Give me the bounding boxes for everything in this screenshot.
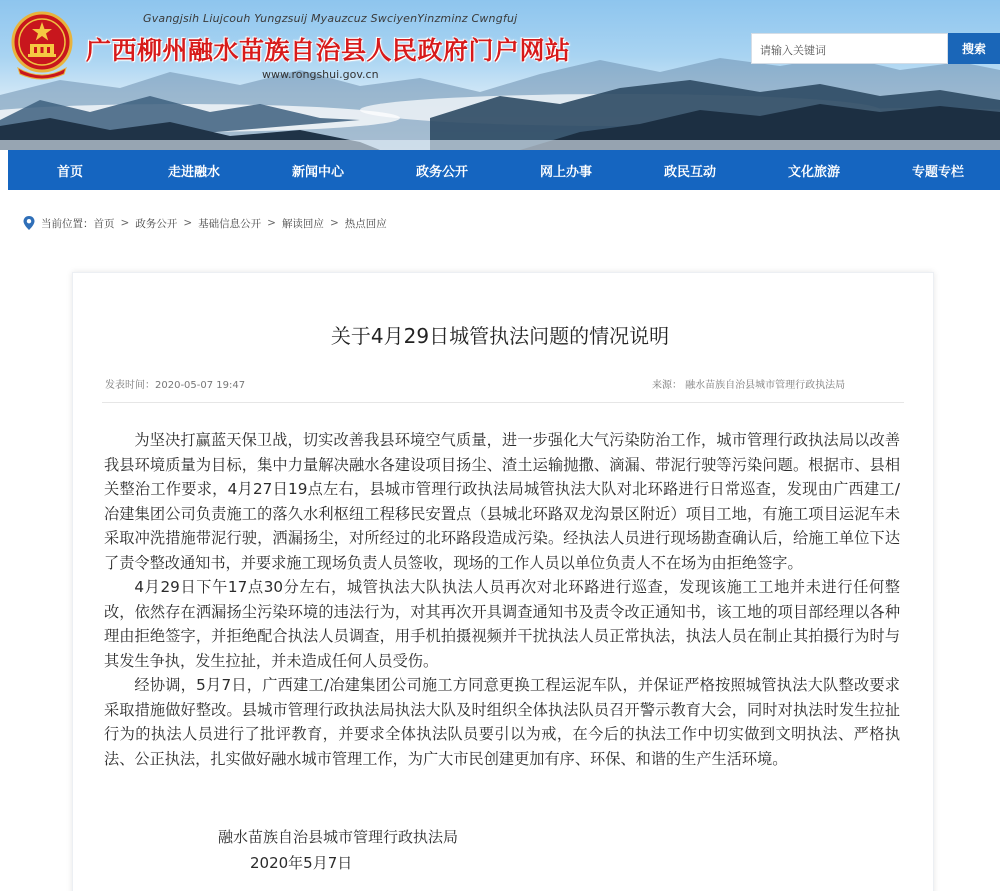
- article-paragraph: 4月29日下午17点30分左右，城管执法大队执法人员再次对北环路进行巡查，发现该施工工地并未进行任何整改，依然存在洒漏扬尘污染环境的违法行为，对其再次开具调查通知书及责令改正通知书，该工地的项目部经理以各种理由拒绝签字，并拒绝配合执法人员调查，用手机拍摄视频并干扰执法人员正常执法，执法人员在制止其拍摄行为时与其发生争执，发生拉扯，并未造成任何人员受伤。: [104, 578, 900, 670]
- article-body: [104, 428, 900, 771]
- header-banner: [0, 0, 1000, 150]
- nav-item-news[interactable]: 新闻中心: [291, 164, 344, 180]
- breadcrumb-separator: >: [267, 217, 276, 229]
- national-emblem-icon: [8, 10, 76, 80]
- breadcrumb-item-gov-affairs[interactable]: 政务公开: [135, 217, 178, 230]
- search-input[interactable]: 请输入关键词: [751, 33, 948, 64]
- location-pin-icon: [22, 215, 36, 231]
- article-source: 来源： 融水苗族自治县城市管理行政执法局: [652, 380, 846, 391]
- nav-item-gov-affairs[interactable]: 政务公开: [415, 164, 468, 180]
- breadcrumb-item-interpretation[interactable]: 解读回应: [281, 217, 324, 230]
- nav-item-home[interactable]: 首页: [56, 164, 83, 180]
- breadcrumb: [22, 214, 387, 232]
- article-paragraph: 为坚决打赢蓝天保卫战，切实改善我县环境空气质量，进一步强化大气污染防治工作，城市管理行政执法局以改善我县环境质量为目标，集中力量解决融水各建设项目扬尘、渣土运输抛撒、滴漏、带泥行驶等污染问题。根据市、县相关整治工作要求，4月27日19点左右，县城市管理行政执法局城管执法大队对北环路进行日常巡查，发现由广西建工/冶建集团公司负责施工的落久水利枢纽工程移民安置点（县城北环路双龙沟景区附近）项目工地，有施工项目运泥车未采取冲洗措施带泥行驶，洒漏扬尘，对所经过的北环路段造成污染。经执法人员进行现场勘查确认后，给施工单位下达了责令整改通知书，并要求施工现场负责人员签收，现场的工作人员以单位负责人不在场为由拒绝签字。: [104, 431, 900, 572]
- publish-time: 发表时间：2020-05-07 19:47: [105, 380, 246, 391]
- breadcrumb-separator: >: [120, 217, 130, 229]
- breadcrumb-item-basic-info[interactable]: 基础信息公开: [198, 217, 262, 230]
- breadcrumb-item-home[interactable]: 首页: [93, 217, 115, 230]
- article-paragraph: 经协调，5月7日，广西建工/冶建集团公司施工方同意更换工程运泥车队，并保证严格按照城管执法大队整改要求采取措施做好整改。县城市管理行政执法局执法大队及时组织全体执法队员召开警示教育大会，同时对执法时发生拉扯行为的执法人员进行了批评教育，并要求全体执法队员要引以为戒，在今后的执法工作中切实做到文明执法、严格执法、公正执法，扎实做好融水城市管理工作，为广大市民创建更加有序、环保、和谐的生产生活环境。: [104, 676, 900, 768]
- signature-organization: 融水苗族自治县城市管理行政执法局: [218, 828, 459, 846]
- breadcrumb-separator: >: [329, 217, 339, 229]
- breadcrumb-separator: >: [183, 217, 193, 229]
- article-title: 关于4月29日城管执法问题的情况说明: [330, 324, 670, 348]
- site-subtitle: Gvangjsih Liujcouh Yungzsuij Myauzcuz SwciyenYinzminz Cwngfuj: [143, 12, 518, 25]
- breadcrumb-item-hot-topics[interactable]: 热点回应: [344, 217, 387, 230]
- nav-item-interaction[interactable]: 政民互动: [663, 164, 716, 180]
- breadcrumb-label: 当前位置：: [41, 217, 94, 230]
- site-title[interactable]: 广西柳州融水苗族自治县人民政府门户网站: [86, 36, 571, 65]
- signature-date: 2020年5月7日: [250, 854, 353, 872]
- nav-item-about[interactable]: 走进融水: [167, 164, 220, 180]
- nav-item-special-topics[interactable]: 专题专栏: [911, 164, 964, 180]
- main-nav: [8, 150, 1000, 190]
- nav-item-online-services[interactable]: 网上办事: [539, 164, 592, 180]
- search-button[interactable]: 搜索: [948, 33, 1000, 64]
- meta-divider: [102, 402, 904, 403]
- site-url[interactable]: www.rongshui.gov.cn: [262, 68, 379, 81]
- nav-item-culture-tourism[interactable]: 文化旅游: [787, 164, 840, 180]
